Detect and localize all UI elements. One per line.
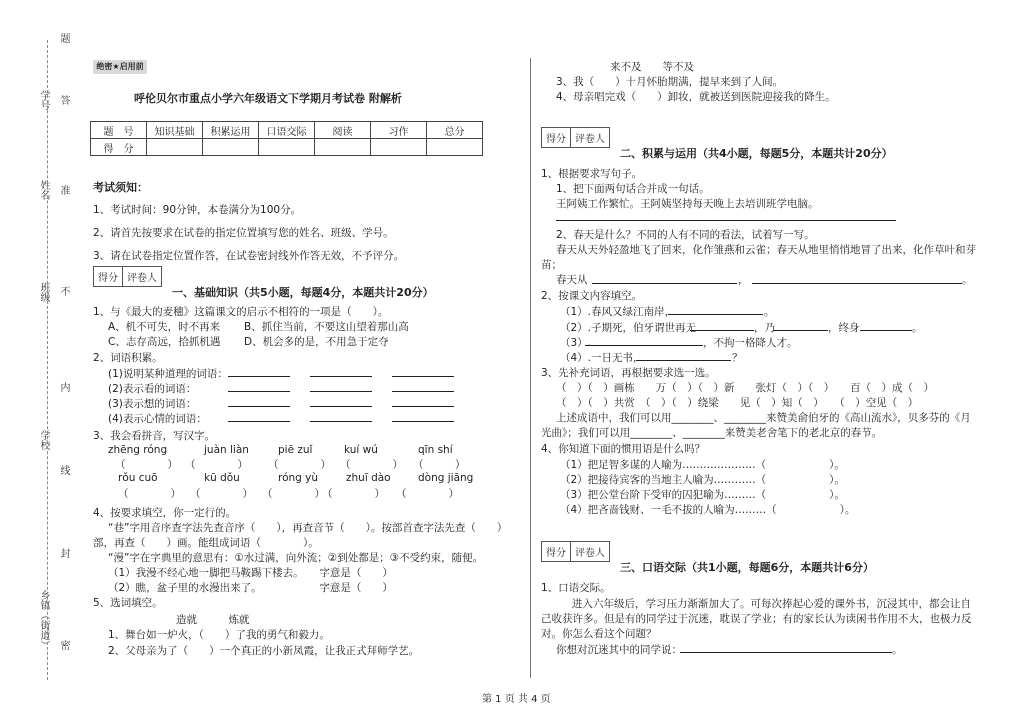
question-mark: ？ [732, 352, 743, 364]
pinyin: juàn liàn [204, 444, 249, 456]
question-line: （ ）（ ）画栋 万（ ）（ ）新 张灯（ ）（ ） 百（ ）成（ ） [556, 382, 934, 394]
choice-b[interactable]: B、抓住当前，不要这山望着那山高 [244, 321, 409, 333]
table-cell: 习作 [371, 122, 427, 139]
binding-dashed-line [47, 40, 48, 680]
period: 。 [764, 306, 775, 318]
notice-item: 2、请首先按要求在试卷的指定位置填写您的姓名、班级、学号。 [93, 227, 394, 239]
margin-label: 姓名 [38, 180, 49, 200]
question-line: 2、父母亲为了（ ）一个真正的小新凤霞，让我正式拜师学艺。 [108, 645, 420, 657]
answer-paren[interactable]: （ ） [185, 459, 248, 471]
question-stem: 1、根据要求写句子。 [541, 168, 643, 180]
answer-blank[interactable] [773, 330, 828, 331]
question-item: （4）把吝啬钱财、一毛不拔的人喻为………（ ）。 [560, 504, 856, 516]
period: 。 [962, 274, 973, 286]
scorer-grader-label: 评卷人 [570, 542, 609, 561]
scorer-score-label: 得分 [546, 548, 566, 559]
question-line: 光曲》；我们可以用________、________来赞美老舍笔下的老北京的春节。 [541, 427, 883, 439]
answer-blank[interactable] [310, 406, 372, 407]
question-line: ，乃 [754, 322, 775, 334]
answer-blank[interactable] [668, 314, 763, 315]
question-line: 上述成语中，我们可以用________、________来赞美俞伯牙的《高山流水》，贝多芬的《月 [556, 412, 971, 424]
table-cell[interactable] [259, 139, 315, 156]
table-cell: 积累运用 [203, 122, 259, 139]
table-row [91, 122, 483, 139]
question-line: （2）瞧，盆子里的水漫出来了。 字意是（ ） [108, 582, 393, 594]
question-stem: 5、选词填空。 [93, 597, 163, 609]
period: 。 [892, 644, 903, 656]
passage-line: 己收获许多。但是有的同学过于沉迷，耽误了学业；有的家长认为读闲书作用不大，也极力反 [541, 613, 972, 625]
pinyin: kū dǒu [204, 472, 240, 484]
answer-blank[interactable] [680, 652, 892, 653]
answer-blank[interactable] [860, 330, 912, 331]
scorer-score-label: 得分 [98, 273, 118, 284]
scorer-grader-label: 评卷人 [570, 128, 609, 147]
pinyin: kuí wú [344, 444, 378, 456]
table-cell[interactable] [371, 139, 427, 156]
word-options: 造就 炼就 [176, 614, 250, 626]
pinyin: zhuī dào [346, 472, 391, 484]
question-line: 春天从天外轻盈地飞了回来，化作雏燕和云雀；春天从地里悄悄地冒了出来，化作草叶和芽 [556, 244, 976, 256]
answer-blank[interactable] [392, 391, 454, 392]
section-heading: 二、积累与运用（共4小题，每题5分，本题共计20分） [620, 147, 893, 160]
margin-label: 内 [58, 382, 69, 392]
answer-blank[interactable] [228, 391, 290, 392]
pinyin: róng yù [278, 472, 319, 484]
score-table [90, 121, 483, 156]
table-cell[interactable] [147, 139, 203, 156]
question-stem: 3、我会看拼音，写汉字。 [93, 430, 216, 442]
margin-label: 学校 [38, 430, 49, 450]
passage-line: 进入六年级后，学习压力渐渐加大了。可每次捧起心爱的课外书，沉浸其中，都会让自 [572, 598, 971, 610]
scorer-box [541, 541, 610, 562]
margin-label: 乡镇（街道） [38, 590, 49, 650]
question-item: (3)表示想的词语： [108, 398, 197, 410]
question-line: ，终身 [828, 322, 860, 334]
choice-d[interactable]: D、机会多的是，不用急于定夺 [244, 336, 389, 348]
answer-paren[interactable]: （ ） [190, 488, 253, 500]
notice-item: 1、考试时间：90分钟，本卷满分为100分。 [93, 204, 302, 216]
choice-a[interactable]: A、机不可失，时不再来 [108, 321, 221, 333]
question-line: （3）. [560, 337, 592, 349]
question-line: （2）.子期死，伯牙谓世再无 [560, 322, 697, 334]
answer-blank[interactable] [310, 421, 372, 422]
table-cell[interactable] [315, 139, 371, 156]
pinyin: piē zuǐ [278, 444, 313, 456]
scorer-score-label: 得分 [546, 134, 566, 145]
question-line: 春天从 [556, 274, 588, 286]
scorer-box [541, 127, 610, 148]
margin-label: 答 [58, 95, 69, 105]
passage-line: 你想对沉迷其中的同学说： [556, 644, 682, 656]
answer-blank[interactable] [556, 220, 896, 221]
question-line: 1、把下面两句话合并成一句话。 [556, 183, 710, 195]
page-title: 呼伦贝尔市重点小学六年级语文下学期月考试卷 附解析 [134, 92, 402, 105]
margin-label: 不 [58, 286, 69, 296]
period: 。 [912, 322, 923, 334]
notice-heading: 考试须知： [93, 181, 148, 194]
column-divider [530, 58, 531, 678]
pinyin: zhēng róng [108, 444, 168, 456]
question-line: ，不拘一格降人才。 [703, 337, 798, 349]
question-line: “漫”字在字典里的意思有：①水过满，向外流；②到处都是；③不受约束，随便。 [108, 552, 484, 564]
answer-paren[interactable]: （ ） [322, 488, 385, 500]
table-row [91, 139, 483, 156]
answer-blank[interactable] [228, 406, 290, 407]
question-stem: 4、你知道下面的惯用语是什么吗？ [541, 443, 706, 455]
answer-paren[interactable]: （ ） [396, 488, 459, 500]
margin-label: 封 [58, 548, 69, 558]
secret-tag: 绝密★启用前 [93, 60, 147, 74]
question-item: （1）把足智多谋的人喻为…………………（ ）。 [560, 459, 845, 471]
answer-paren[interactable]: （ ） [268, 459, 331, 471]
word-options: 来不及 等不及 [610, 61, 694, 73]
question-line: （ ）（ ）共赏 （ ）（ ）绕梁 见（ ）知（ ） （ ）空见（ ） [556, 397, 919, 409]
question-line: 2、春天是什么？不同的人有不同的看法，试着写一写。 [556, 229, 815, 241]
answer-blank[interactable] [636, 360, 731, 361]
answer-blank[interactable] [592, 283, 737, 284]
answer-paren[interactable]: （ ） [340, 459, 403, 471]
margin-label: 准 [58, 185, 69, 195]
table-cell[interactable] [203, 139, 259, 156]
question-stem: 1、口语交际。 [541, 582, 611, 594]
section-heading: 三、口语交际（共1小题，每题6分，本题共计6分） [620, 561, 874, 574]
question-item: (2)表示看的词语： [108, 383, 197, 395]
scorer-grader-label: 评卷人 [122, 267, 161, 286]
answer-blank[interactable] [310, 376, 372, 377]
answer-blank[interactable] [392, 376, 454, 377]
pinyin: qīn shí [418, 444, 453, 456]
question-item: （2）把接待宾客的当地主人喻为…………（ ）。 [560, 474, 845, 486]
answer-blank[interactable] [228, 421, 290, 422]
question-line: （1）我漫不经心地一脚把马鞍踢下楼去。 字意是（ ） [108, 567, 393, 579]
table-cell: 阅读 [315, 122, 371, 139]
question-stem: 2、按课文内容填空。 [541, 290, 643, 302]
question-line: 苗； [541, 259, 562, 271]
pinyin: dòng jiāng [418, 472, 474, 484]
margin-label: 线 [58, 465, 69, 475]
table-cell[interactable] [427, 139, 483, 156]
margin-label: 题 [58, 33, 69, 43]
margin-label: 学号 [38, 90, 49, 110]
question-line: 4、母亲唱完戏（ ）卸妆，就被送到医院迎接我的降生。 [556, 91, 836, 103]
answer-paren[interactable]: （ ） [115, 459, 178, 471]
margin-label: 班级 [38, 282, 49, 302]
question-line: “巷”字用音序查字法先查音序（ ），再查音节（ ）。按部首查字法先查（ ） [108, 522, 508, 534]
answer-blank[interactable] [392, 406, 454, 407]
question-stem: 3、先补充词语，再根据要求选一选。 [541, 367, 716, 379]
question-stem: 1、与《最大的麦穗》这篇课文的启示不相符的一项是（ ）。 [93, 306, 389, 318]
question-line: 部，再查（ ）画。能组成词语（ ）。 [93, 537, 319, 549]
table-cell: 题 号 [91, 122, 147, 139]
question-line: 王阿姨工作繁忙。王阿姨坚持每天晚上去培训班学电脑。 [556, 198, 819, 210]
question-item: (4)表示心情的词语： [108, 413, 207, 425]
answer-blank[interactable] [690, 330, 754, 331]
comma: ， [738, 274, 749, 286]
section-heading: 一、基础知识（共5小题，每题4分，本题共计20分） [172, 286, 434, 299]
table-cell: 知识基础 [147, 122, 203, 139]
answer-blank[interactable] [228, 376, 290, 377]
question-item: （3）把公堂台阶下受审的囚犯喻为………（ ）。 [560, 489, 845, 501]
question-stem: 4、按要求填空，你一定行的。 [93, 507, 237, 519]
answer-paren[interactable]: （ ） [262, 488, 325, 500]
question-line: （1）.春风又绿江南岸， [560, 306, 676, 318]
answer-blank[interactable] [752, 283, 962, 284]
table-cell: 得 分 [91, 139, 147, 156]
question-line: （4）.一日无书， [560, 352, 644, 364]
page-number: 第 1 页 共 4 页 [482, 694, 551, 705]
choice-c[interactable]: C、志存高远，拾抓机遇 [108, 336, 221, 348]
answer-blank[interactable] [392, 421, 454, 422]
pinyin: rǒu cuō [118, 472, 158, 484]
question-line: 1、舞台如一炉火，（ ）了我的勇气和毅力。 [108, 629, 330, 641]
notice-item: 3、请在试卷指定位置作答，在试卷密封线外作答无效，不予评分。 [93, 250, 405, 262]
question-item: (1)说明某种道理的词语： [108, 368, 228, 380]
answer-paren[interactable]: （ ） [413, 459, 466, 471]
answer-blank[interactable] [310, 391, 372, 392]
table-cell: 总分 [427, 122, 483, 139]
question-stem: 2、词语积累。 [93, 352, 163, 364]
question-line: 3、我（ ）十月怀胎期满，提早来到了人间。 [556, 76, 784, 88]
answer-blank[interactable] [585, 345, 703, 346]
table-cell: 口语交际 [259, 122, 315, 139]
passage-line: 对。你怎么看这个问题？ [541, 628, 657, 640]
answer-paren[interactable]: （ ） [118, 488, 181, 500]
scorer-box [93, 266, 162, 287]
margin-label: 密 [58, 640, 69, 650]
